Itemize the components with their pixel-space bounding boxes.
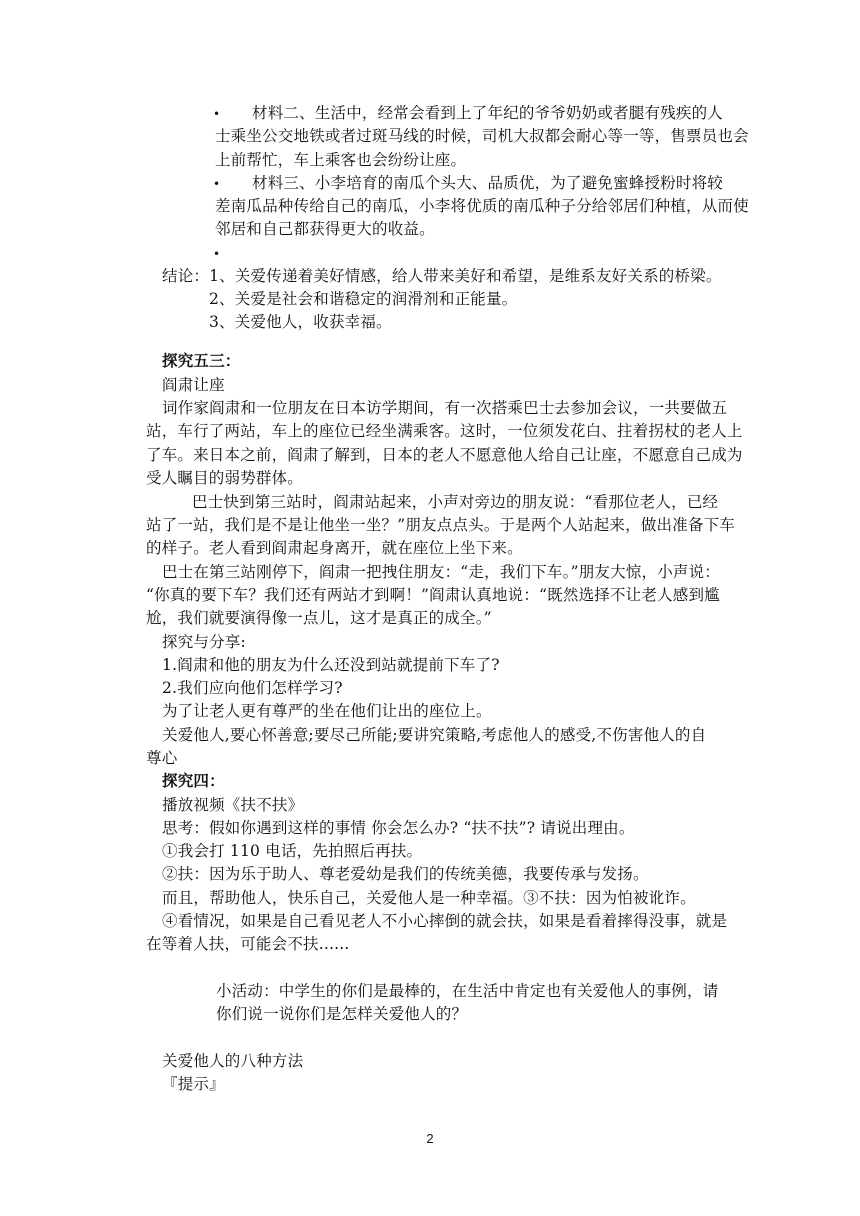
material2-line-3: 上前帮忙，车上乘客也会纷纷让座。 xyxy=(215,151,467,169)
story-p3-line-2: “你真的要下车？我们还有两站才到啊！”阎肃认真地说：“既然选择不让老人感到尴 xyxy=(146,586,720,604)
question-2: 2.我们应向他们怎样学习? xyxy=(162,679,343,697)
material3-line-2: 差南瓜品种传给自己的南瓜，小李将优质的南瓜种子分给邻居们种植，从而使 xyxy=(215,197,749,215)
material3-line-1: 材料三、小李培育的南瓜个头大、品质优，为了避免蜜蜂授粉时将较 xyxy=(252,174,724,192)
story-p3-line-3: 尬，我们就要演得像一点儿，这才是真正的成全。” xyxy=(146,609,492,627)
video-line: 播放视频《扶不扶》 xyxy=(162,796,304,814)
activity-line-1: 小活动：中学生的你们是最棒的，在生活中肯定也有关爱他人的事例，请 xyxy=(216,982,719,1000)
option-4-line-2: 在等着人扶，可能会不扶...... xyxy=(146,935,350,953)
story-p1-line-4: 受人瞩目的弱势群体。 xyxy=(146,469,304,487)
option-2: ②扶：因为乐于助人、尊老爱幼是我们的传统美德，我要传承与发扬。 xyxy=(162,865,649,883)
conclusion-line-1: 结论：1、关爱传递着美好情感，给人带来美好和希望，是维系友好关系的桥梁。 xyxy=(162,267,722,285)
story-p1-line-1: 词作家阎肃和一位朋友在日本访学期间，有一次搭乘巴士去参加会议，一共要做五 xyxy=(162,399,728,417)
methods-title: 关爱他人的八种方法 xyxy=(162,1052,304,1070)
conclusion-line-3: 3、关爱他人，收获幸福。 xyxy=(209,313,392,331)
story-p2-line-3: 的样子。老人看到阎肃起身离开，就在座位上坐下来。 xyxy=(146,539,523,557)
question-1: 1.阎肃和他的朋友为什么还没到站就提前下车了? xyxy=(162,656,500,674)
bullet-marker: • xyxy=(213,177,221,191)
bullet-marker: • xyxy=(213,107,221,121)
page-number: 2 xyxy=(426,1131,434,1146)
option-4-line-1: ④看情况，如果是自己看见老人不小心摔倒的就会扶，如果是看着摔得没事，就是 xyxy=(162,912,728,930)
bullet-marker: • xyxy=(213,247,221,261)
story-p1-line-3: 了车。来日本之前，阎肃了解到，日本的老人不愿意他人给自己让座，不愿意自己成为 xyxy=(146,446,743,464)
share-title: 探究与分享: xyxy=(162,633,246,651)
material3-line-3: 邻居和自己都获得更大的收益。 xyxy=(215,220,435,238)
option-1: ①我会打 110 电话，先拍照后再扶。 xyxy=(162,842,423,860)
answer-2-line-2: 尊心 xyxy=(146,749,178,767)
answer-1: 为了让老人更有尊严的坐在他们让出的座位上。 xyxy=(162,702,492,720)
activity-line-2: 你们说一说你们是怎样关爱他人的？ xyxy=(216,1005,468,1023)
conclusion-line-2: 2、关爱是社会和谐稳定的润滑剂和正能量。 xyxy=(209,290,518,308)
think-line: 思考：假如你遇到这样的事情 你会怎么办? “扶不扶”? 请说出理由。 xyxy=(162,819,635,837)
material2-line-1: 材料二、生活中，经常会看到上了年纪的爷爷奶奶或者腿有残疾的人 xyxy=(252,104,724,122)
story-p2-line-1: 巴士快到第三站时，阎肃站起来，小声对旁边的朋友说：“看那位老人，已经 xyxy=(192,493,719,511)
material2-line-2: 士乘坐公交地铁或者过斑马线的时候，司机大叔都会耐心等一等，售票员也会 xyxy=(215,127,749,145)
answer-2-line-1: 关爱他人,要心怀善意;要尽己所能;要讲究策略,考虑他人的感受,不伤害他人的自 xyxy=(162,726,707,744)
option-3: 而且，帮助他人，快乐自己，关爱他人是一种幸福。③不扶：因为怕被讹诈。 xyxy=(162,889,696,907)
tip-label: 『提示』 xyxy=(162,1075,225,1093)
story-p2-line-2: 站了一站，我们是不是让他坐一坐？”朋友点点头。于是两个人站起来，做出准备下车 xyxy=(146,516,736,534)
explore5-title: 阎肃让座 xyxy=(162,376,225,394)
story-p1-line-2: 站，车行了两站，车上的座位已经坐满乘客。这时，一位须发花白、拄着拐杖的老人上 xyxy=(146,422,743,440)
story-p3-line-1: 巴士在第三站刚停下，阎肃一把拽住朋友：“走，我们下车。”朋友大惊，小声说： xyxy=(162,563,721,581)
explore5-heading: 探究五三： xyxy=(162,351,241,370)
explore4-heading: 探究四： xyxy=(162,771,225,790)
